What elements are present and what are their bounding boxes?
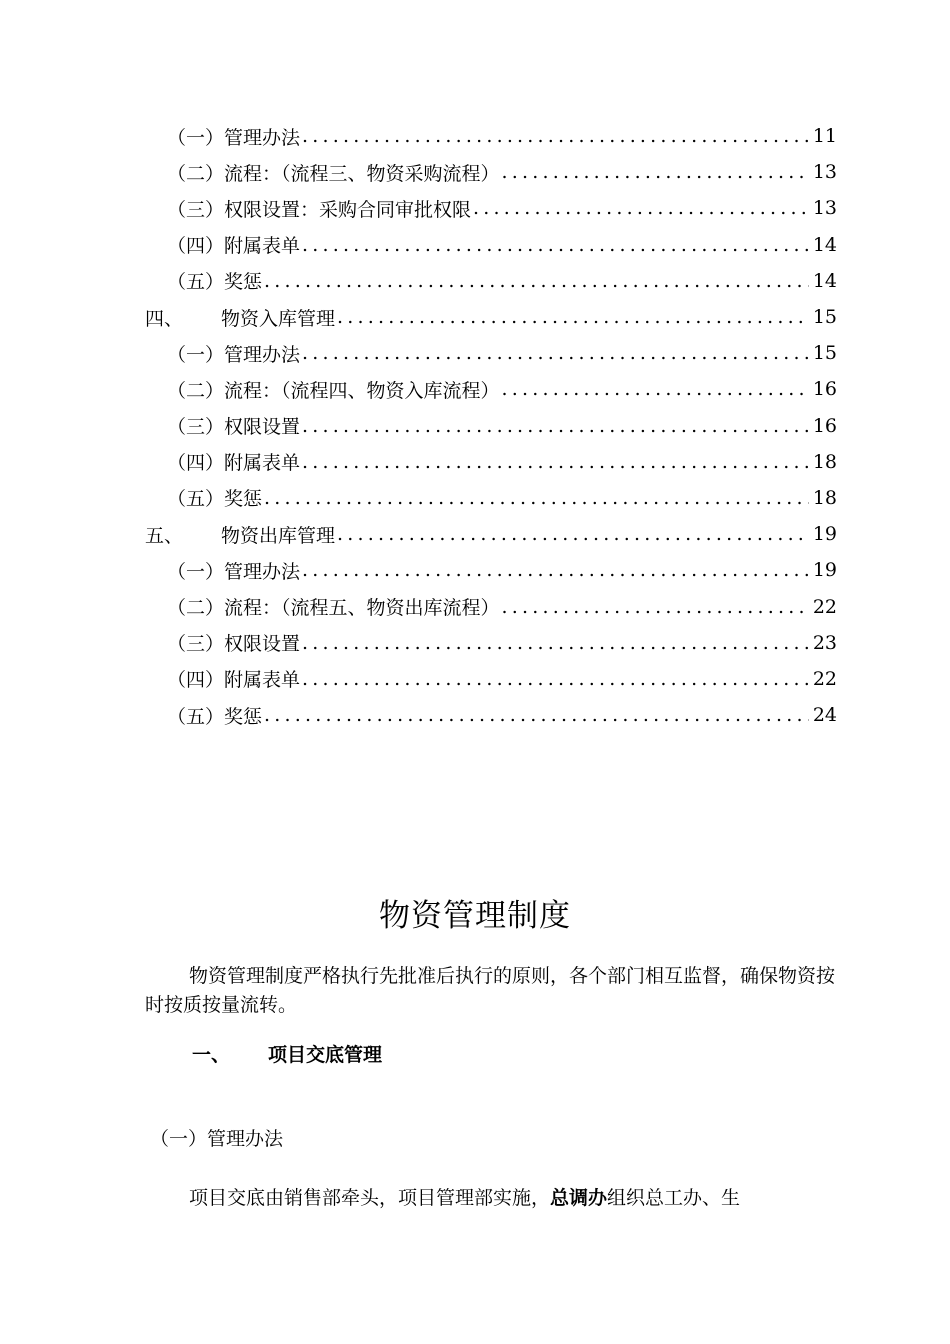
toc-entry[interactable] xyxy=(145,552,837,588)
toc-dot-leader xyxy=(473,197,809,219)
toc-entry-number: （一） xyxy=(167,560,225,583)
toc-entry-label: 物资入库管理 xyxy=(221,307,336,330)
toc-entry[interactable] xyxy=(145,371,837,407)
toc-entry[interactable] xyxy=(145,480,837,516)
toc-entry-page-number: 16 xyxy=(812,414,837,437)
toc-entry-number: 四、 xyxy=(145,307,184,330)
toc-dot-leader xyxy=(302,632,809,654)
toc-entry-number: （五） xyxy=(167,271,225,294)
toc-entry-number: （一） xyxy=(167,343,225,366)
toc-entry-number: （二） xyxy=(167,597,225,620)
section-heading xyxy=(192,1040,382,1067)
toc-entry-label: 附属表单 xyxy=(224,669,301,692)
toc-entry-label: 奖惩 xyxy=(224,271,263,294)
toc-dot-leader xyxy=(502,161,809,183)
table-of-contents xyxy=(145,118,837,733)
toc-dot-leader xyxy=(264,704,809,726)
toc-entry-label: 流程：（流程三、物资采购流程） xyxy=(224,162,500,185)
toc-entry-label: 管理办法 xyxy=(224,343,301,366)
body-paragraph xyxy=(145,1184,837,1213)
toc-entry-label: 附属表单 xyxy=(224,235,301,258)
toc-dot-leader xyxy=(302,415,809,437)
toc-entry[interactable] xyxy=(145,263,837,299)
toc-dot-leader xyxy=(337,306,809,328)
toc-entry-page-number: 24 xyxy=(812,704,837,727)
toc-entry-page-number: 22 xyxy=(812,595,837,618)
toc-entry-page-number: 11 xyxy=(812,125,837,148)
toc-entry-page-number: 23 xyxy=(812,631,837,654)
toc-entry-page-number: 14 xyxy=(812,233,837,256)
toc-entry-label: 附属表单 xyxy=(224,452,301,475)
toc-entry-label: 管理办法 xyxy=(224,126,301,149)
toc-entry[interactable] xyxy=(145,516,837,552)
toc-entry-number: 五、 xyxy=(145,524,184,547)
toc-entry-label: 奖惩 xyxy=(224,488,263,511)
section-number: 一、 xyxy=(192,1044,231,1066)
toc-entry-number: （四） xyxy=(167,669,225,692)
toc-dot-leader xyxy=(264,487,809,509)
toc-entry[interactable] xyxy=(145,588,837,624)
toc-entry-label: 权限设置：采购合同审批权限 xyxy=(224,198,472,221)
toc-entry[interactable] xyxy=(145,118,837,154)
toc-entry-number: （四） xyxy=(167,235,225,258)
toc-entry[interactable] xyxy=(145,408,837,444)
toc-entry-page-number: 18 xyxy=(812,450,837,473)
document-title: 物资管理制度 xyxy=(379,898,571,934)
toc-entry[interactable] xyxy=(145,335,837,371)
toc-entry[interactable] xyxy=(145,661,837,697)
toc-entry[interactable] xyxy=(145,697,837,733)
toc-entry-label: 权限设置 xyxy=(224,416,301,439)
toc-entry-label: 管理办法 xyxy=(224,560,301,583)
body-text-post: 组织总工办、生 xyxy=(607,1187,741,1209)
toc-entry[interactable] xyxy=(145,625,837,661)
toc-entry-page-number: 22 xyxy=(812,667,837,690)
toc-entry-number: （三） xyxy=(167,633,225,656)
toc-entry-label: 物资出库管理 xyxy=(221,524,336,547)
toc-dot-leader xyxy=(302,668,809,690)
toc-entry-number: （三） xyxy=(167,416,225,439)
toc-entry-number: （一） xyxy=(167,126,225,149)
toc-entry-number: （五） xyxy=(167,705,225,728)
body-text-pre: 项目交底由销售部牵头，项目管理部实施， xyxy=(189,1187,551,1209)
toc-entry-page-number: 13 xyxy=(812,197,837,220)
toc-dot-leader xyxy=(302,234,809,256)
toc-entry-page-number: 19 xyxy=(812,559,837,582)
toc-entry-number: （五） xyxy=(167,488,225,511)
toc-dot-leader xyxy=(302,451,809,473)
intro-paragraph: 物资管理制度严格执行先批准后执行的原则，各个部门相互监督，确保物资按时按质按量流转。 xyxy=(145,965,836,1016)
toc-dot-leader xyxy=(502,378,809,400)
toc-entry-label: 权限设置 xyxy=(224,633,301,656)
toc-entry[interactable] xyxy=(145,190,837,226)
toc-dot-leader xyxy=(502,596,809,618)
toc-entry[interactable] xyxy=(145,154,837,190)
toc-dot-leader xyxy=(302,125,809,147)
subsection-heading: （一）管理办法 xyxy=(150,1128,284,1150)
toc-dot-leader xyxy=(302,342,809,364)
toc-entry-page-number: 15 xyxy=(812,342,837,365)
toc-entry-number: （三） xyxy=(167,198,225,221)
toc-entry-number: （四） xyxy=(167,452,225,475)
toc-entry-page-number: 19 xyxy=(812,523,837,546)
toc-entry[interactable] xyxy=(145,444,837,480)
toc-entry[interactable] xyxy=(145,227,837,263)
toc-entry-page-number: 15 xyxy=(812,306,837,329)
section-title: 项目交底管理 xyxy=(268,1044,383,1066)
toc-entry[interactable] xyxy=(145,299,837,335)
toc-entry-page-number: 13 xyxy=(812,161,837,184)
body-text-bold: 总调办 xyxy=(550,1187,608,1209)
toc-entry-number: （二） xyxy=(167,162,225,185)
toc-entry-number: （二） xyxy=(167,379,225,402)
toc-dot-leader xyxy=(337,523,809,545)
toc-dot-leader xyxy=(302,559,809,581)
toc-entry-label: 流程：（流程四、物资入库流程） xyxy=(224,379,500,402)
toc-entry-page-number: 14 xyxy=(812,269,837,292)
toc-entry-page-number: 16 xyxy=(812,378,837,401)
toc-entry-page-number: 18 xyxy=(812,486,837,509)
toc-dot-leader xyxy=(264,270,809,292)
toc-entry-label: 奖惩 xyxy=(224,705,263,728)
toc-entry-label: 流程：（流程五、物资出库流程） xyxy=(224,597,500,620)
